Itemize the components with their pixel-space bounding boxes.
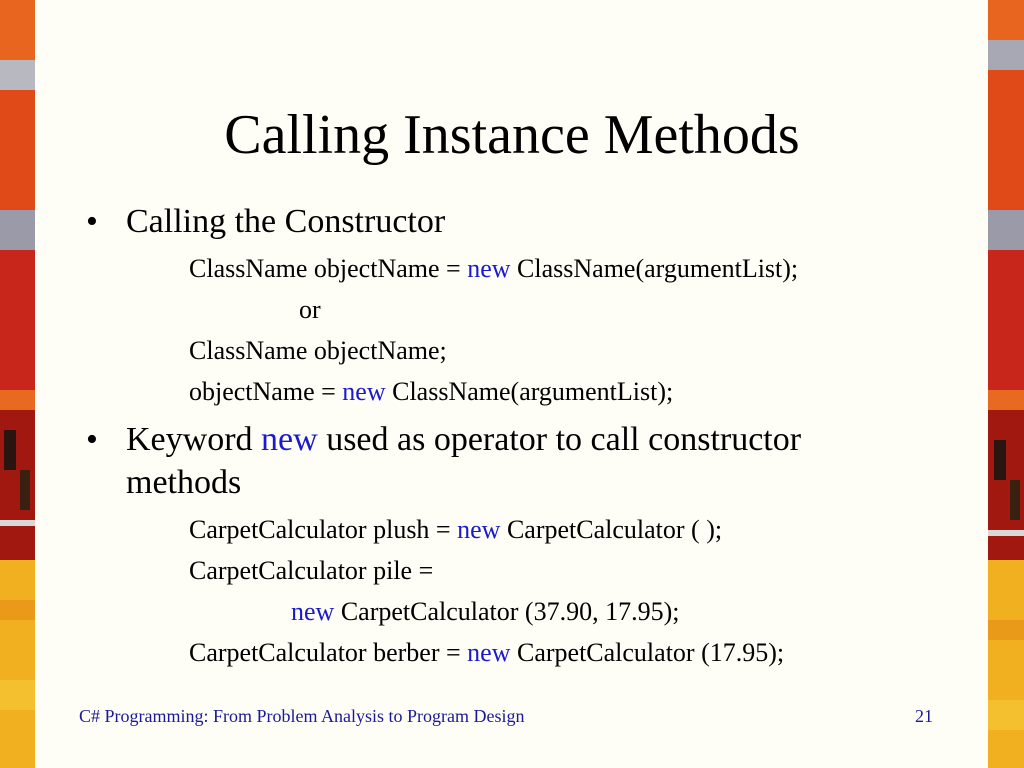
code-text: CarpetCalculator (37.90, 17.95); <box>334 597 680 626</box>
code-line-or: or <box>299 295 321 324</box>
keyword-new: new <box>342 377 386 406</box>
code-text: ClassName objectName = <box>189 254 468 283</box>
footer-course-title: C# Programming: From Problem Analysis to Program Design <box>79 706 525 726</box>
bullet-text: Calling the Constructor <box>126 203 446 240</box>
code-line-plush <box>189 514 722 546</box>
bullet-text-part: Keyword <box>126 421 262 458</box>
code-text: ClassName(argumentList); <box>385 377 674 406</box>
code-line-4 <box>189 376 673 408</box>
code-text: CarpetCalculator (17.95); <box>510 638 785 667</box>
code-text: CarpetCalculator plush = <box>189 515 458 544</box>
code-line-berber <box>189 637 784 669</box>
keyword-new: new <box>467 638 511 667</box>
code-text: objectName = <box>189 377 343 406</box>
bullet-dot: • <box>86 421 98 458</box>
footer-page-number: 21 <box>915 706 933 726</box>
keyword-new: new <box>261 421 318 458</box>
keyword-new: new <box>467 254 511 283</box>
bullet-text-line2: methods <box>126 464 242 501</box>
code-line-pile-new <box>291 596 679 628</box>
code-line-1 <box>189 253 798 285</box>
code-text: CarpetCalculator ( ); <box>500 515 723 544</box>
code-text: ClassName(argumentList); <box>510 254 799 283</box>
code-line-3: ClassName objectName; <box>189 336 447 365</box>
keyword-new: new <box>291 597 335 626</box>
bullet-text-part: used as operator to call constructor <box>317 421 802 458</box>
bullet-text <box>126 419 926 461</box>
keyword-new: new <box>457 515 501 544</box>
bullet-dot: • <box>86 203 98 240</box>
code-line-pile: CarpetCalculator pile = <box>189 556 434 585</box>
slide-title: Calling Instance Methods <box>224 104 800 166</box>
code-text: CarpetCalculator berber = <box>189 638 468 667</box>
